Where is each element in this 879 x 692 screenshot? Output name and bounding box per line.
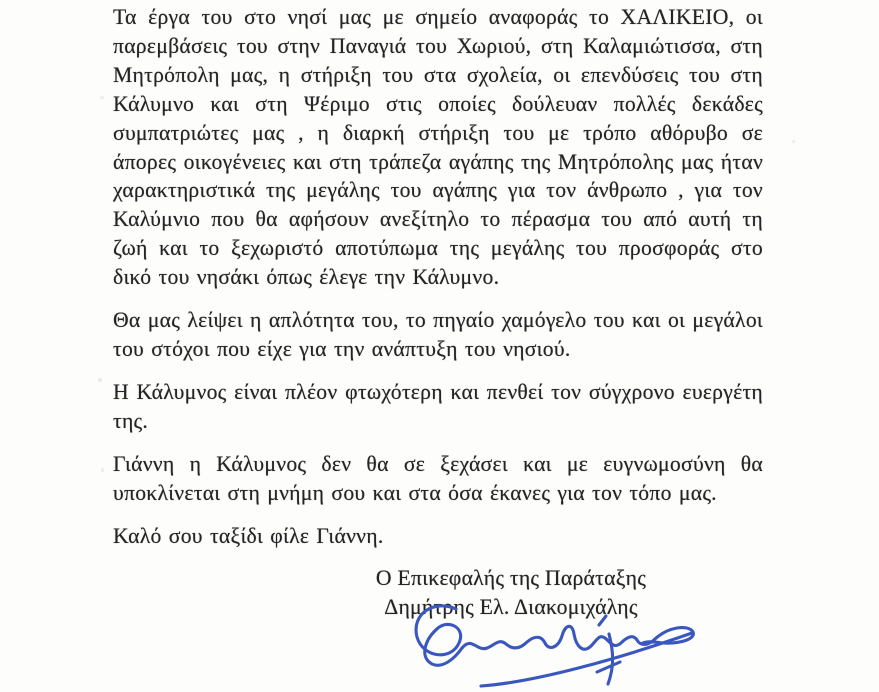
- signature-block: [259, 564, 763, 691]
- scan-speck: [792, 140, 795, 143]
- signatory-title: Ο Επικεφαλής της Παράταξης: [375, 566, 647, 591]
- paragraph-erga: Τα έργα του στο νησί μας με σημείο αναφοράς το ΧΑΛΙΚΕΙΟ, οι παρεμβάσεις του στην Παναγιά του Χωριού, στη Καλαμιώτισσα, στη Μητρόπολη μας, η στήριξη του στα σχολεία, οι επενδύσεις του στη Κάλυμνο και στη Ψέριμο στις οποίες δούλευαν πολλές δεκάδες συμπατριώτες μας , η διαρκή στήριξη του με τρόπο αθόρυβο σε άπορες οικογένειες και στη τράπεζα αγάπης της Μητρόπολης μας ήταν χαρακτηριστικά της μεγάλης του αγάπης για τον άνθρωπο , για τον Καλύμνιο που θα αφήσουν ανεξίτηλο το πέρασμα του από αυτή τη ζωή και το ξεχωριστό αποτύπωμα της μεγάλης του προσφοράς στο δικό του νησάκι όπως έλεγε την Κάλυμνο.: [113, 5, 763, 290]
- scan-speck: [101, 468, 104, 472]
- signatory-name: Δημήτρης Ελ. Διακομιχάλης: [384, 595, 638, 620]
- scan-speck: [98, 378, 102, 382]
- paragraph-gianni: Γιάννη η Κάλυμνος δεν θα σε ξεχάσει και με ευγνωμοσύνη θα υποκλίνεται στη μνήμη σου και στα όσα έκανες για τον τόπο μας.: [113, 451, 763, 505]
- paragraph-tha-mas-leipsei: Θα μας λείψει η απλότητα του, το πηγαίο χαμόγελο του και οι μεγάλοι του στόχοι που είχε για την ανάπτυξη του νησιού.: [113, 308, 763, 361]
- letter-body: [113, 3, 763, 691]
- scan-speck: [100, 96, 104, 99]
- paragraph-kalo-taxidi: Καλό σου ταξίδι φίλε Γιάννη.: [113, 523, 384, 548]
- paragraph-i-kalymnos: Η Κάλυμνος είναι πλέον φτωχότερη και πενθεί τον σύγχρονο ευεργέτη της.: [113, 379, 763, 433]
